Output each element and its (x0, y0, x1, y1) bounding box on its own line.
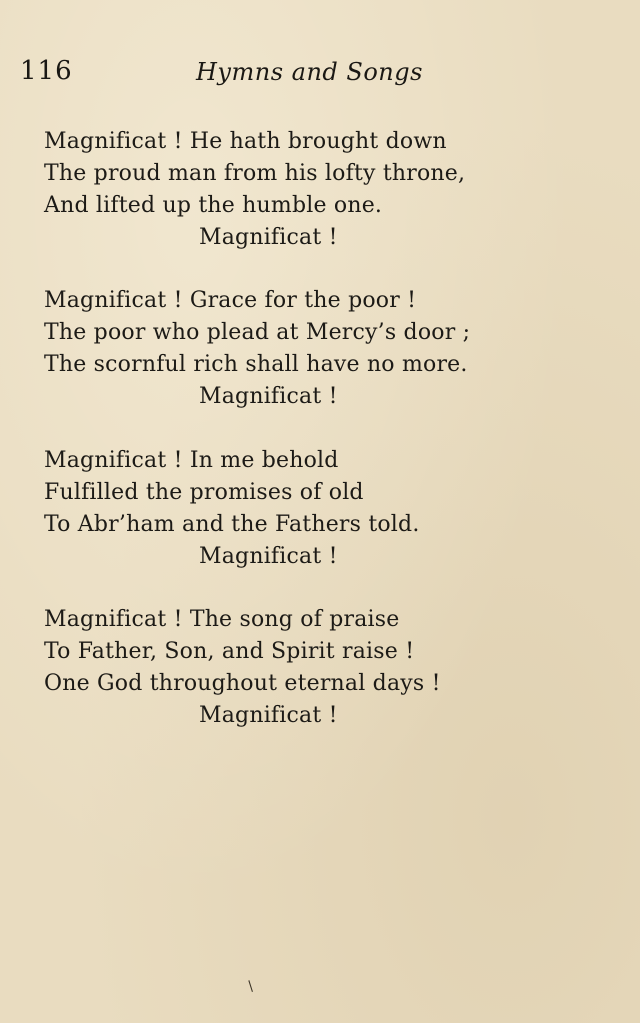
refrain-line: Magnificat ! (199, 384, 338, 409)
verse-line: The proud man from his lofty throne, (44, 161, 466, 186)
verse-line: Magnificat ! The song of praise (44, 607, 400, 632)
refrain-line: Magnificat ! (199, 544, 338, 569)
verse-line: The scornful rich shall have no more. (44, 352, 468, 377)
verse-line: Magnificat ! He hath brought down (44, 129, 447, 154)
running-title: Hymns and Songs (196, 58, 423, 86)
stanza (44, 285, 604, 413)
verse-line: One God throughout eternal days ! (44, 671, 441, 696)
refrain-line: Magnificat ! (199, 225, 338, 250)
verse-line: The poor who plead at Mercy’s door ; (44, 320, 471, 345)
verse-line: To Abr’ham and the Fathers told. (44, 512, 420, 537)
stanza (44, 445, 604, 573)
stanza (44, 604, 604, 732)
verse-line: Magnificat ! Grace for the poor ! (44, 288, 417, 313)
verse-line: And lifted up the humble one. (44, 193, 383, 218)
verse-line: To Father, Son, and Spirit raise ! (44, 639, 415, 664)
page-number: 116 (20, 56, 73, 86)
ink-mark: / (244, 978, 258, 995)
verse-line: Magnificat ! In me behold (44, 448, 339, 473)
page-header (20, 56, 620, 96)
refrain-line: Magnificat ! (199, 703, 338, 728)
stanza (44, 126, 604, 254)
verse-line: Fulfilled the promises of old (44, 480, 364, 505)
